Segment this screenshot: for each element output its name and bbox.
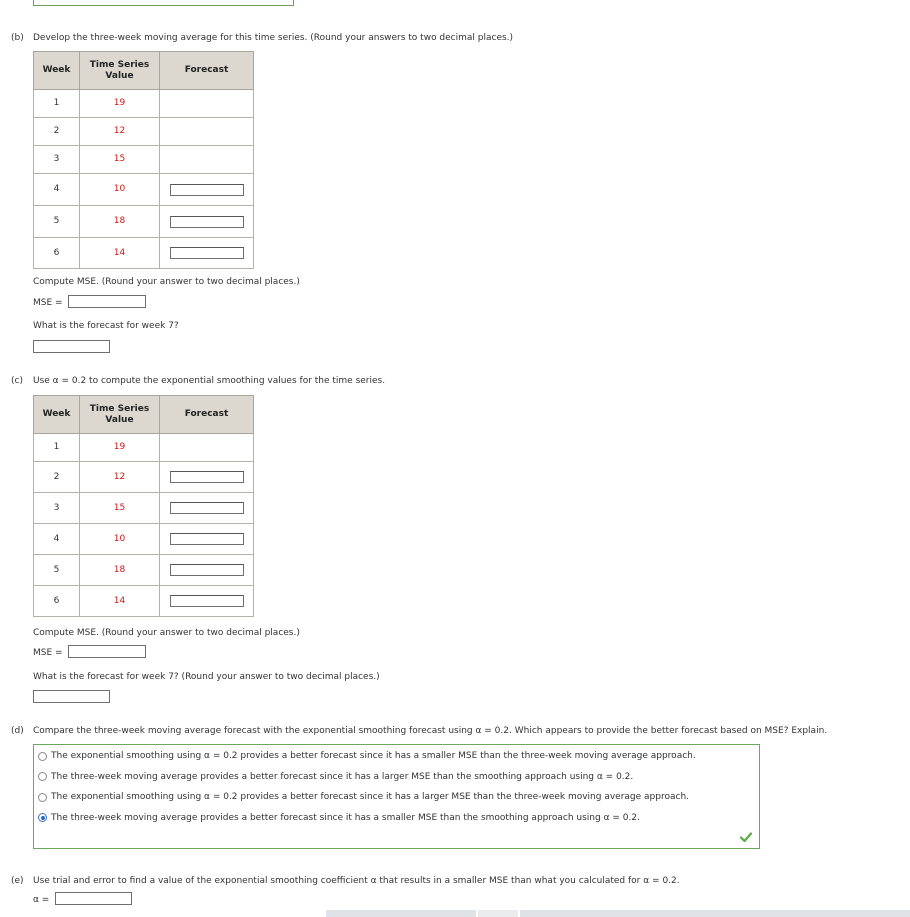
section-e-instruction: Use trial and error to find a value of the exponential smoothing coefficient α that results in a smaller MSE than what you calculated for α = 0.2.	[33, 876, 680, 886]
bottom-scrollbar-segment	[520, 910, 910, 917]
option-radio-4-selected[interactable]	[38, 813, 47, 822]
value-cell: 12	[80, 462, 160, 493]
week-cell: 1	[34, 434, 80, 462]
section-b-instruction: Develop the three-week moving average for this time series. (Round your answers to two decimal places.)	[33, 33, 514, 43]
header-forecast: Forecast	[160, 52, 254, 90]
table-row	[34, 174, 254, 206]
smoothing-input-week-5[interactable]	[170, 564, 244, 576]
section-c-instruction: Use α = 0.2 to compute the exponential smoothing values for the time series.	[33, 376, 386, 386]
section-c-label: (c)	[11, 376, 23, 386]
week-cell: 3	[34, 493, 80, 524]
table-row	[34, 586, 254, 617]
header-week: Week	[34, 52, 80, 90]
table-row	[34, 90, 254, 118]
smoothing-input-week-4[interactable]	[170, 533, 244, 545]
table-row	[34, 493, 254, 524]
header-time-series-value: Time Series Value	[80, 396, 160, 434]
forecast-cell	[160, 206, 254, 238]
moving-average-table	[33, 51, 254, 269]
week-cell: 3	[34, 146, 80, 174]
value-cell: 18	[80, 555, 160, 586]
week-cell: 4	[34, 174, 80, 206]
table-row	[34, 238, 254, 269]
value-cell: 10	[80, 174, 160, 206]
forecast-week7-input-c[interactable]	[33, 690, 110, 703]
option-radio-1[interactable]	[38, 752, 47, 761]
option-label-4[interactable]: The three-week moving average provides a better forecast since it has a smaller MSE than the smoothing approach using α = 0.2.	[51, 813, 640, 823]
table-row	[34, 462, 254, 493]
forecast-cell	[160, 555, 254, 586]
header-week: Week	[34, 396, 80, 434]
mse-input-b[interactable]	[68, 295, 146, 308]
forecast-cell-empty	[160, 434, 254, 462]
week-cell: 1	[34, 90, 80, 118]
option-radio-2[interactable]	[38, 772, 47, 781]
value-cell: 19	[80, 90, 160, 118]
week-cell: 5	[34, 555, 80, 586]
smoothing-input-week-6[interactable]	[170, 595, 244, 607]
bottom-scrollbar-segment	[478, 910, 518, 917]
alpha-input[interactable]	[55, 892, 132, 905]
forecast-cell	[160, 238, 254, 269]
value-cell: 10	[80, 524, 160, 555]
week-cell: 4	[34, 524, 80, 555]
smoothing-input-week-2[interactable]	[170, 471, 244, 483]
forecast-input-week-5[interactable]	[170, 216, 244, 228]
forecast-cell-empty	[160, 146, 254, 174]
value-cell: 15	[80, 146, 160, 174]
value-cell: 19	[80, 434, 160, 462]
value-cell: 14	[80, 238, 160, 269]
mse-input-c[interactable]	[68, 645, 146, 658]
header-time-series-value: Time Series Value	[80, 52, 160, 90]
exponential-smoothing-table	[33, 395, 254, 617]
section-d-label: (d)	[11, 726, 24, 736]
forecast-input-week-6[interactable]	[170, 247, 244, 259]
table-row	[34, 206, 254, 238]
week-cell: 6	[34, 586, 80, 617]
table-row	[34, 434, 254, 462]
mse-prompt-b: Compute MSE. (Round your answer to two decimal places.)	[33, 277, 300, 287]
forecast-cell-empty	[160, 118, 254, 146]
forecast-week7-input-b[interactable]	[33, 340, 110, 353]
option-label-1[interactable]: The exponential smoothing using α = 0.2 provides a better forecast since it has a smaller MSE than the three-week moving average approach.	[51, 751, 696, 761]
previous-answer-box	[33, 0, 294, 6]
forecast-cell-empty	[160, 90, 254, 118]
header-forecast: Forecast	[160, 396, 254, 434]
mse-label-c: MSE =	[33, 648, 63, 658]
value-cell: 12	[80, 118, 160, 146]
alpha-label: α =	[33, 895, 50, 905]
bottom-scrollbar-segment	[326, 910, 476, 917]
week-cell: 2	[34, 462, 80, 493]
forecast-input-week-4[interactable]	[170, 184, 244, 196]
forecast-cell	[160, 524, 254, 555]
section-e-label: (e)	[11, 876, 24, 886]
mse-prompt-c: Compute MSE. (Round your answer to two decimal places.)	[33, 628, 300, 638]
table-row	[34, 555, 254, 586]
forecast-week7-prompt-c: What is the forecast for week 7? (Round your answer to two decimal places.)	[33, 672, 380, 682]
table-row	[34, 146, 254, 174]
forecast-cell	[160, 462, 254, 493]
table-row	[34, 118, 254, 146]
forecast-cell	[160, 586, 254, 617]
value-cell: 15	[80, 493, 160, 524]
option-radio-3[interactable]	[38, 793, 47, 802]
section-d-instruction: Compare the three-week moving average forecast with the exponential smoothing forecast using α = 0.2. Which appears to provide the better forecast based on MSE? Explain.	[33, 726, 828, 736]
option-label-3[interactable]: The exponential smoothing using α = 0.2 provides a better forecast since it has a larger MSE than the three-week moving average approach.	[51, 792, 690, 802]
week-cell: 5	[34, 206, 80, 238]
check-icon	[740, 832, 752, 842]
mse-label-b: MSE =	[33, 298, 63, 308]
week-cell: 6	[34, 238, 80, 269]
forecast-cell	[160, 493, 254, 524]
section-b-label: (b)	[11, 33, 24, 43]
table-row	[34, 524, 254, 555]
forecast-cell	[160, 174, 254, 206]
value-cell: 14	[80, 586, 160, 617]
option-label-2[interactable]: The three-week moving average provides a better forecast since it has a larger MSE than the smoothing approach using α = 0.2.	[51, 772, 634, 782]
forecast-week7-prompt-b: What is the forecast for week 7?	[33, 321, 179, 331]
week-cell: 2	[34, 118, 80, 146]
value-cell: 18	[80, 206, 160, 238]
smoothing-input-week-3[interactable]	[170, 502, 244, 514]
